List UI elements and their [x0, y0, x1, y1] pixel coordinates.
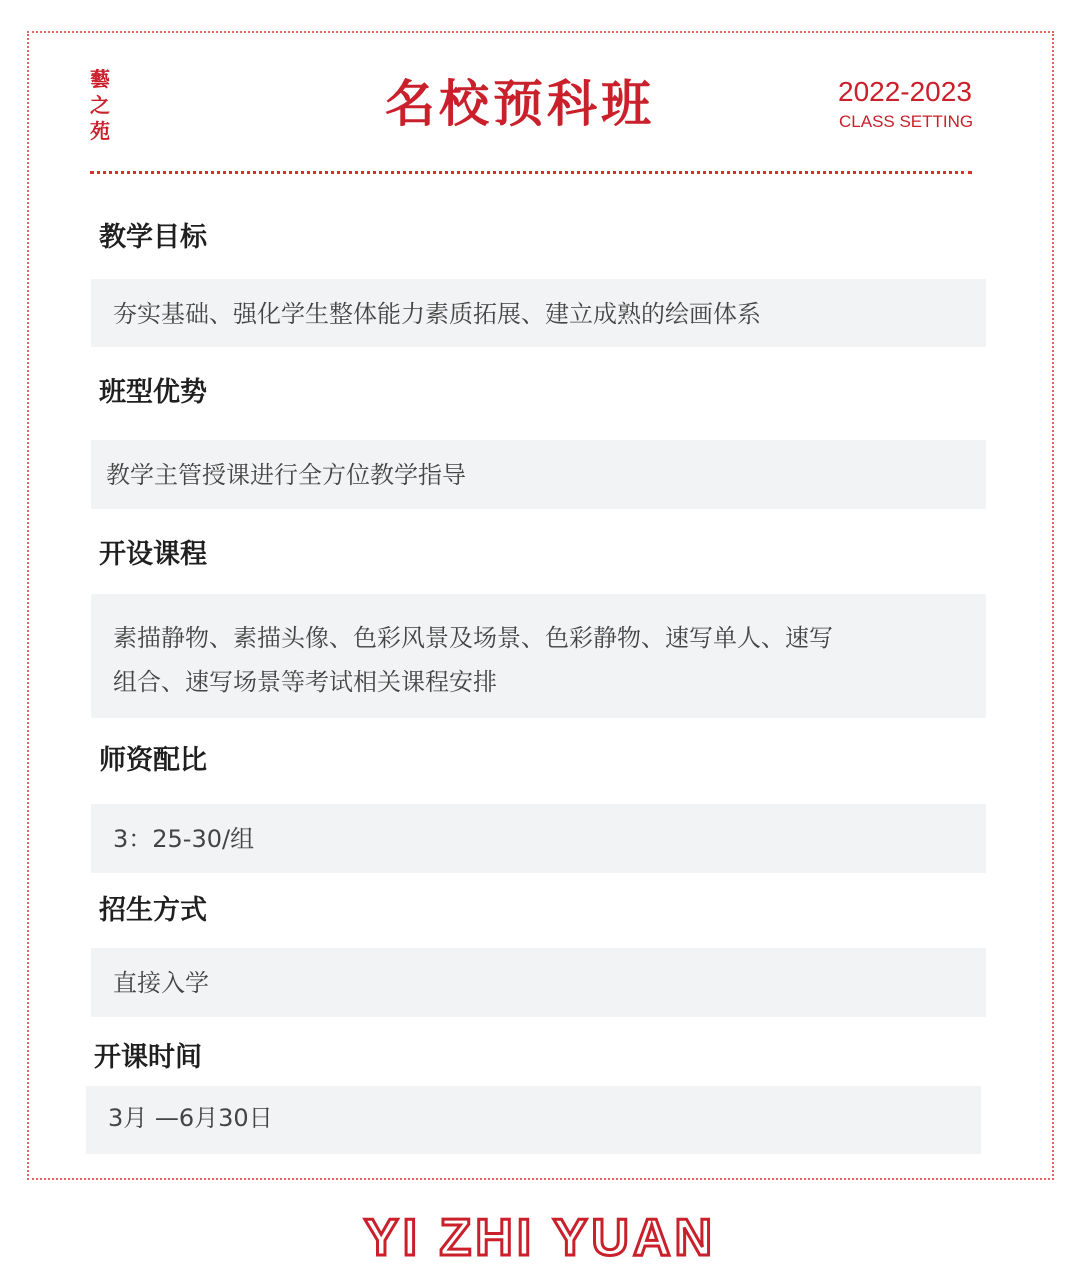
year-range: 2022-2023	[838, 76, 972, 107]
section-box-enrollment	[91, 948, 986, 1017]
header-divider	[90, 171, 972, 174]
section-box-ratio	[91, 804, 986, 873]
section-label-enrollment: 招生方式	[99, 895, 207, 926]
section-label-ratio: 师资配比	[99, 745, 207, 776]
section-text: 直接入学	[113, 969, 209, 997]
section-text: 3：25-30/组	[113, 825, 255, 853]
section-label-advantage: 班型优势	[99, 377, 207, 408]
section-box-courses	[91, 594, 986, 718]
section-text: 3月 —6月30日	[108, 1104, 273, 1132]
section-text: 夯实基础、强化学生整体能力素质拓展、建立成熟的绘画体系	[113, 300, 761, 328]
section-text-line-1: 素描静物、素描头像、色彩风景及场景、色彩静物、速写单人、速写	[113, 624, 833, 652]
footer-brand-text: YI ZHI YUAN	[363, 1209, 717, 1264]
section-text: 教学主管授课进行全方位教学指导	[106, 461, 466, 489]
section-label-courses: 开设课程	[99, 539, 207, 570]
footer-brand	[0, 1208, 1080, 1264]
section-box-goal	[91, 279, 986, 347]
logo-char-2: 之	[90, 93, 110, 117]
logo-char-1: 藝	[90, 67, 110, 91]
section-label-schedule: 开课时间	[94, 1042, 202, 1073]
section-text-line-2: 组合、速写场景等考试相关课程安排	[113, 668, 497, 696]
section-label-goal: 教学目标	[99, 222, 207, 253]
footer-brand-graphic	[330, 1208, 750, 1264]
page-title: 名校预科班	[385, 75, 655, 133]
brand-logo	[86, 66, 114, 144]
section-box-advantage	[91, 440, 986, 509]
section-box-schedule	[86, 1086, 981, 1154]
logo-char-3: 苑	[90, 119, 110, 143]
class-setting-caption: CLASS SETTING	[839, 112, 974, 131]
